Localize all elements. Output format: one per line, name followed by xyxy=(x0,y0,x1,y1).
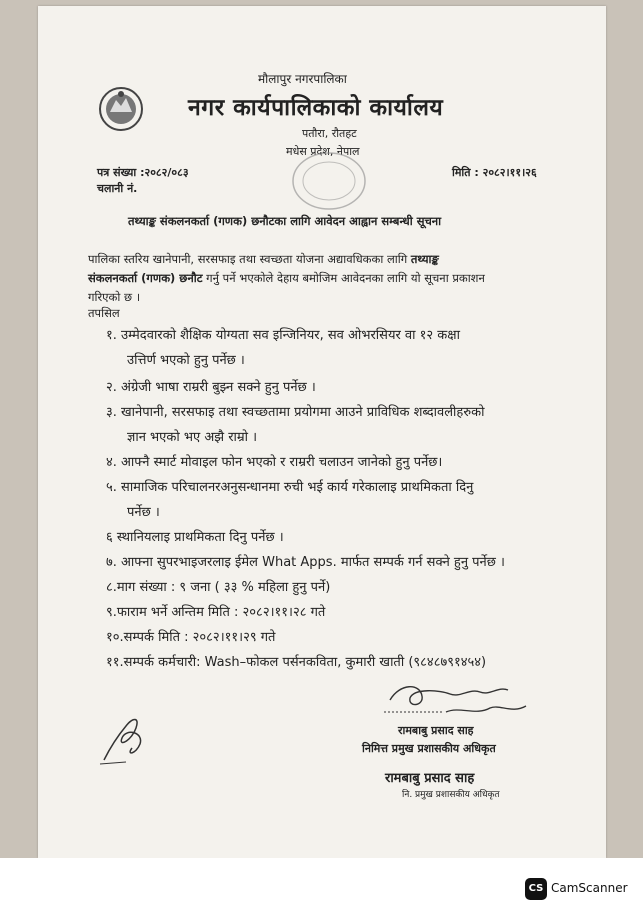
office-title: नगर कार्यपालिकाको कार्यालय xyxy=(188,95,444,121)
intro-line-2 xyxy=(88,271,485,286)
notice-subject: तथ्याङ्क संकलनकर्ता (गणक) छनौटका लागि आवेदन आह्वान सम्बन्धी सूचना xyxy=(128,214,442,228)
notice-date: मिति : २०८२।११।२६ xyxy=(452,166,537,179)
intro-bold-1: तथ्याङ्क xyxy=(410,252,439,266)
signatory-name: रामबाबु प्रसाद साह xyxy=(398,724,474,737)
list-item-9: ९.फाराम भर्ने अन्तिम मिति : २०८२।११।२८ गते xyxy=(106,605,326,620)
list-item-5: ५. सामाजिक परिचालनरअनुसन्धानमा रुची भई कार्य गरेकालाइ प्राथमिकता दिनु xyxy=(106,480,474,495)
intro-text-2: गर्नु पर्ने भएकोले देहाय बमोजिम आवेदनका लागि यो सूचना प्रकाशन xyxy=(202,271,485,285)
office-stamp xyxy=(290,150,368,212)
reference-number: पत्र संख्या :२०८२/०८३ xyxy=(97,166,189,179)
dispatch-number: चलानी नं. xyxy=(97,182,138,195)
stamp-title: नि. प्रमुख प्रशासकीय अधिकृत xyxy=(402,790,500,800)
list-item-1: १. उम्मेदवारको शैक्षिक योग्यता सव इन्जिनियर, सव ओभरसियर वा १२ कक्षा xyxy=(106,328,460,343)
signatory-title: निमित्त प्रमुख प्रशासकीय अधिकृत xyxy=(362,742,496,755)
details-label: तपसिल xyxy=(88,306,120,320)
nepal-emblem-icon xyxy=(98,86,144,132)
intro-bold-2: संकलनकर्ता (गणक) छनौट xyxy=(88,271,203,285)
handwritten-initials xyxy=(96,708,156,768)
list-item-3: ३. खानेपानी, सरसफाइ तथा स्वच्छतामा प्रयोगमा आउने प्राविधिक शब्दावलीहरुको xyxy=(106,405,485,420)
list-item-1-cont: उत्तिर्ण भएको हुनु पर्नेछ । xyxy=(127,353,245,368)
municipality-name: मौलापुर नगरपालिका xyxy=(258,72,347,86)
intro-text-1: पालिका स्तरिय खानेपानी, सरसफाइ तथा स्वच्छता योजना अद्यावधिकका लागि xyxy=(88,252,411,266)
list-item-8: ८.माग संख्या : ९ जना ( ३३ % महिला हुनु पर्ने) xyxy=(106,580,331,595)
list-item-2: २. अंग्रेजी भाषा राम्ररी बुझ्न सक्ने हुनु पर्नेछ । xyxy=(106,380,316,395)
camscanner-logo-icon: CS xyxy=(525,878,547,900)
address-line2: मधेस प्रदेश, नेपाल xyxy=(286,145,360,158)
list-item-6: ६ स्थानियलाइ प्राथमिकता दिनु पर्नेछ । xyxy=(106,530,284,545)
list-item-4: ४. आफ्नै स्मार्ट मोवाइल फोन भएको र राम्ररी चलाउन जानेको हुनु पर्नेछ। xyxy=(106,455,443,470)
list-item-3-cont: ज्ञान भएको भए अझै राम्रो । xyxy=(127,430,258,445)
list-item-7: ७. आफ्ना सुपरभाइजरलाइ ईमेल What Apps. मार्फत सम्पर्क गर्न सक्ने हुनु पर्नेछ । xyxy=(106,555,505,570)
list-item-10: १०.सम्पर्क मिति : २०८२।११।२९ गते xyxy=(106,630,276,645)
camscanner-label: CamScanner xyxy=(551,881,628,895)
stamp-name: रामबाबु प्रसाद साह xyxy=(385,771,475,786)
intro-line-3: गरिएको छ । xyxy=(88,290,141,304)
intro-line-1 xyxy=(88,252,439,267)
address-line1: पतौरा, रौतहट xyxy=(302,127,357,140)
officer-signature xyxy=(380,678,540,728)
list-item-11: ११.सम्पर्क कर्मचारी: Wash–फोकल पर्सनकविता, कुमारी खाती (९८४८७९१४५४) xyxy=(106,655,487,670)
list-item-5-cont: पर्नेछ । xyxy=(127,505,160,520)
